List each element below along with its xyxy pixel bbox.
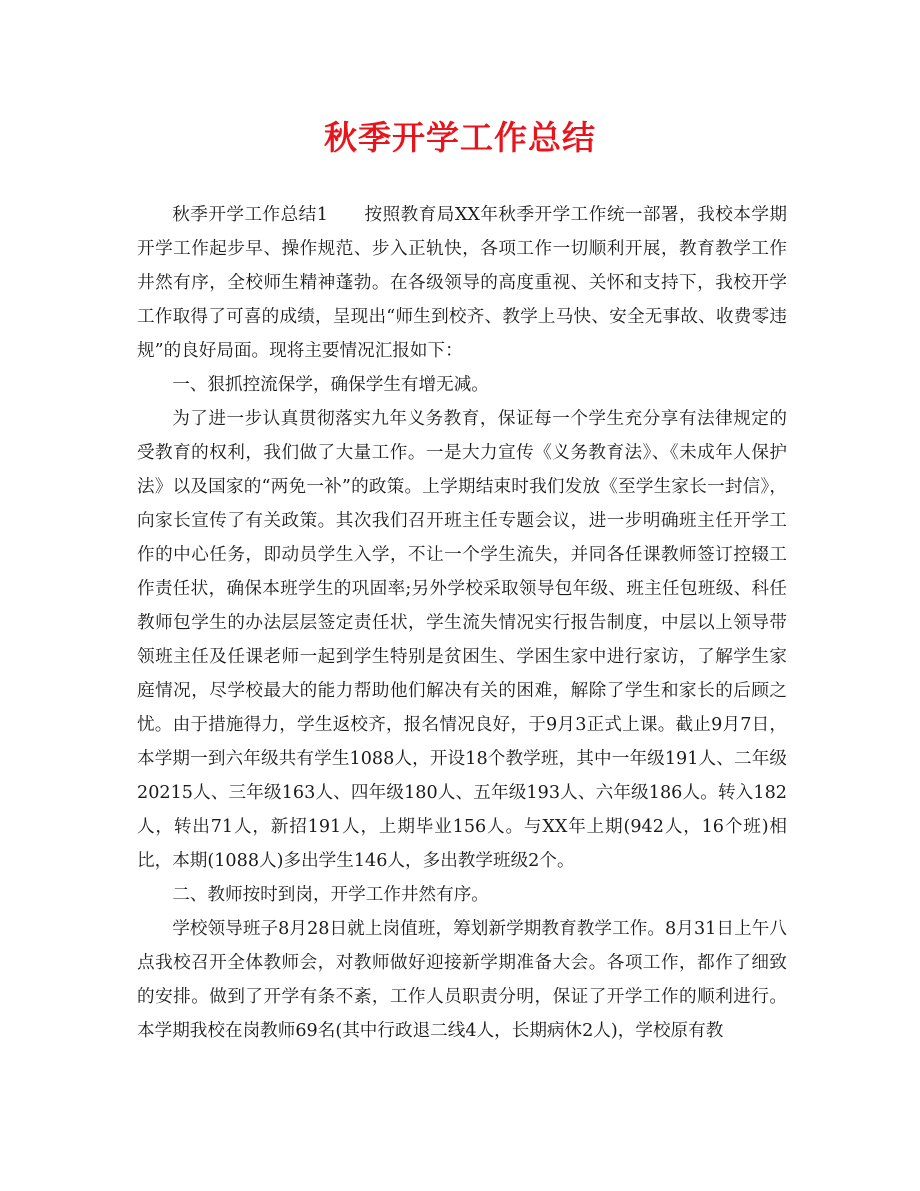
paragraph-enrollment: 为了进一步认真贯彻落实九年义务教育，保证每一个学生充分享有法律规定的受教育的权利，我们做了大量工作。一是大力宣传《义务教育法》、《未成年人保护法》以及国家的“两免一补”的政策。上学期结束时我们发放《至学生家长一封信》，向家长宣传了有关政策。其次我们召开班主任专题会议，进一步明确班主任开学工作的中心任务，即动员学生入学，不让一个学生流失，并同各任课教师签订控辍工作责任状，确保本班学生的巩固率;另外学校采取领导包年级、班主任包班级、科任教师包学生的办法层层签定责任状，学生流失情况实行报告制度，中层以上领导带领班主任及任课老师一起到学生特别是贫困生、学困生家中进行家访，了解学生家庭情况，尽学校最大的能力帮助他们解决有关的困难，解除了学生和家长的后顾之忧。由于措施得力，学生返校齐，报名情况良好，于9月3正式上课。截止9月7日，本学期一到六年级共有学生1088人，开设18个教学班，其中一年级191人、二年级20215人、三年级163人、四年级180人、五年级193人、六年级186人。转入182人，转出71人，新招191人，上期毕业156人。与XX年上期(942人，16个班)相比，本期(1088人)多出学生146人，多出教学班级2个。 bbox=[137, 409, 787, 871]
paragraph-teachers: 学校领导班子8月28日就上岗值班，筹划新学期教育教学工作。8月31日上午八点我校召开全体教师会，对教师做好迎接新学期准备大会。各项工作，都作了细致的安排。做到了开学有条不紊，工作人员职责分明，保证了开学工作的顺利进行。本学期我校在岗教师69名(其中行政退二线4人，长期病休2人)，学校原有教 bbox=[137, 919, 787, 1041]
document-body bbox=[137, 198, 787, 1048]
document-title: 秋季开学工作总结 bbox=[324, 118, 596, 157]
paragraph-intro: 秋季开学工作总结1 按照教育局XX年秋季开学工作统一部署，我校本学期开学工作起步早、操作规范、步入正轨快，各项工作一切顺利开展，教育教学工作井然有序，全校师生精神蓬勃。在各级领导的高度重视、关怀和支持下，我校开学工作取得了可喜的成绩，呈现出“师生到校齐、教学上马快、安全无事故、收费零违规”的良好局面。现将主要情况汇报如下： bbox=[137, 205, 787, 361]
section-heading-1: 一、狠抓控流保学，确保学生有增无减。 bbox=[172, 375, 489, 395]
section-heading-2: 二、教师按时到岗，开学工作井然有序。 bbox=[172, 885, 489, 905]
